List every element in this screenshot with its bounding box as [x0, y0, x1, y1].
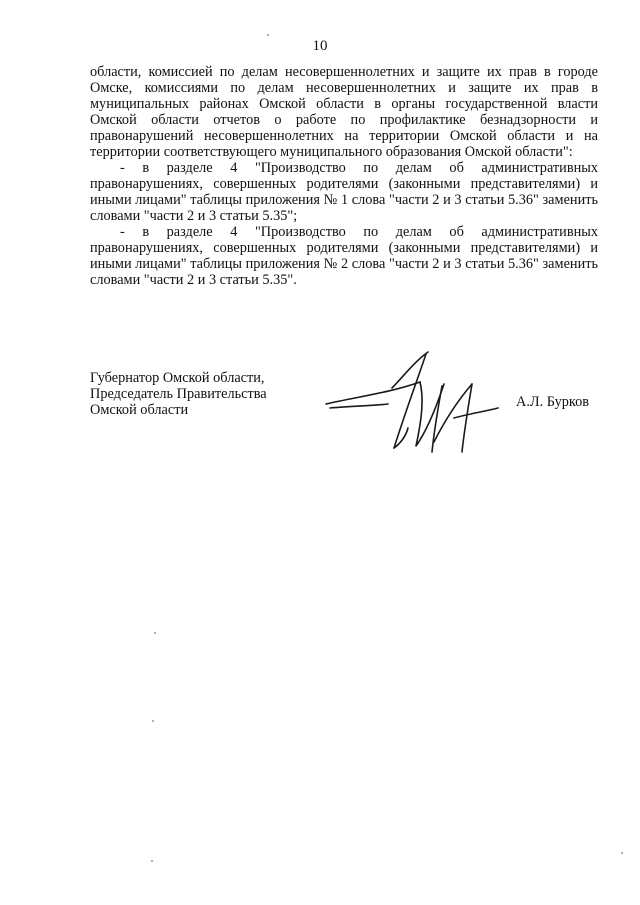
scan-speck — [151, 860, 153, 862]
scan-speck — [154, 632, 156, 634]
signatory-title — [90, 370, 267, 418]
signatory-name: А.Л. Бурков — [516, 394, 590, 410]
handwritten-signature — [322, 348, 512, 468]
document-body — [90, 64, 598, 288]
signatory-title-line-3: Омской области — [90, 402, 189, 418]
body-paragraph: области, комиссией по делам несовершеннолетних и защите их прав в городе Омске, комиссиями по делам несовершеннолетних и защите их прав в муниципальных районах Омской области в органы государственной власти Омской области отчетов о работе по профилактике безнадзорности и правонарушений несовершеннолетних на территории Омской области и на территории соответствующего муниципального образования Омской области": — [90, 64, 598, 160]
signatory-title-line-1: Губернатор Омской области, — [90, 370, 265, 386]
scan-speck — [267, 34, 269, 36]
signatory-title-line-2: Председатель Правительства — [90, 386, 267, 402]
amendment-item-2: - в разделе 4 "Производство по делам об административных правонарушениях, совершенных родителями (законными представителями) и иными лицами" таблицы приложения № 2 слова "части 2 и 3 статьи 5.36" заменить словами "части 2 и 3 статьи 5.35". — [90, 224, 598, 288]
scan-speck — [621, 852, 623, 854]
page-number: 10 — [312, 38, 328, 54]
scan-speck — [152, 720, 154, 722]
amendment-item-1: - в разделе 4 "Производство по делам об административных правонарушениях, совершенных родителями (законными представителями) и иными лицами" таблицы приложения № 1 слова "части 2 и 3 статьи 5.36" заменить словами "части 2 и 3 статьи 5.35"; — [90, 160, 598, 224]
